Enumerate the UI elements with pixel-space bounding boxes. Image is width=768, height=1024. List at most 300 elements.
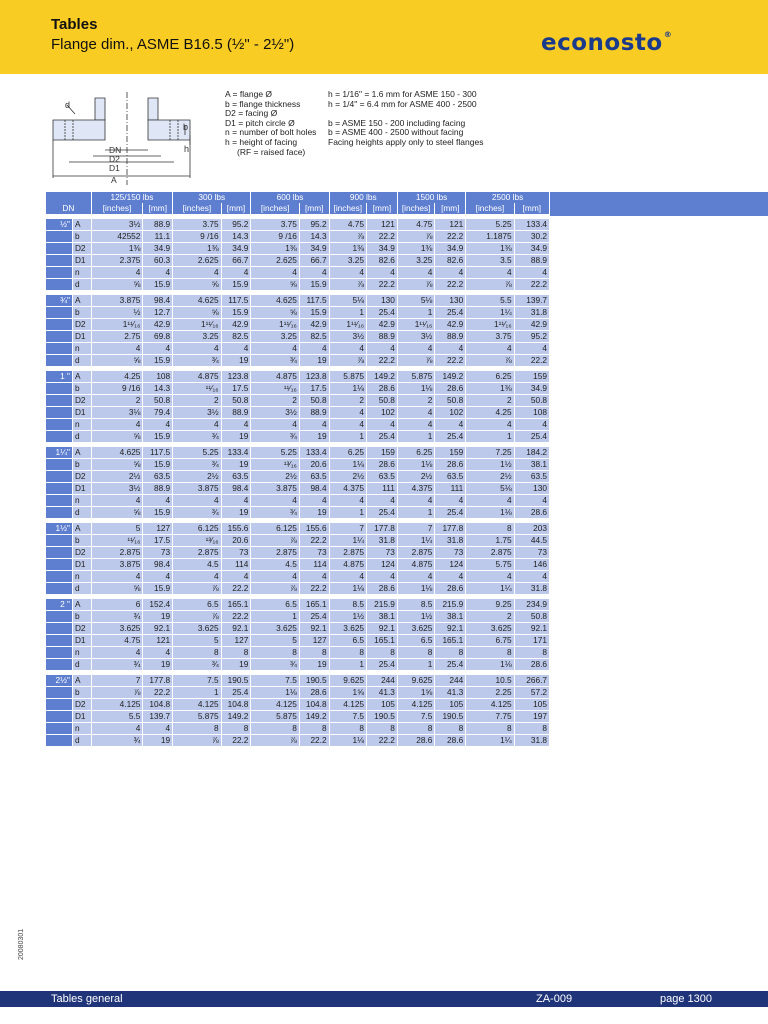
value-cell: 102 <box>367 407 398 419</box>
value-cell: 2.375 <box>91 255 143 267</box>
value-cell: 215.9 <box>435 599 466 611</box>
value-cell: 8 <box>329 647 366 659</box>
value-cell: 38.1 <box>367 611 398 623</box>
dn-size-cell <box>46 687 72 699</box>
dimension-label-cell: n <box>72 343 91 355</box>
value-cell: 95.2 <box>299 219 329 231</box>
value-cell: ⅞ <box>173 735 221 747</box>
value-cell: 3.625 <box>329 623 366 635</box>
value-cell: 4 <box>299 267 329 279</box>
value-cell: 1⅜ <box>397 243 434 255</box>
value-cell: 19 <box>143 735 173 747</box>
value-cell: 9.625 <box>397 675 434 687</box>
table-row <box>46 699 550 711</box>
value-cell: 121 <box>367 219 398 231</box>
value-cell: 25.4 <box>367 659 398 671</box>
header-corner-cell <box>46 192 91 203</box>
value-cell: 19 <box>221 459 251 471</box>
value-cell: 9 /16 <box>91 383 143 395</box>
value-cell: 124 <box>367 559 398 571</box>
value-cell: 1 <box>173 687 221 699</box>
value-cell: ¾ <box>251 355 299 367</box>
value-cell: 4 <box>173 495 221 507</box>
dn-size-cell <box>46 623 72 635</box>
value-cell: 234.9 <box>514 599 549 611</box>
table-row <box>46 219 550 231</box>
value-cell: 92.1 <box>299 623 329 635</box>
value-cell: 73 <box>143 547 173 559</box>
value-cell: 1⅜ <box>251 243 299 255</box>
value-cell: 149.2 <box>367 371 398 383</box>
value-cell: 105 <box>435 699 466 711</box>
pressure-class-header: 125/150 lbs <box>91 192 173 203</box>
table-row <box>46 383 550 395</box>
value-cell: 124 <box>435 559 466 571</box>
value-cell: 28.6 <box>367 383 398 395</box>
value-cell: 4.875 <box>397 559 434 571</box>
table-row <box>46 623 550 635</box>
value-cell: 8 <box>397 647 434 659</box>
value-cell: 4 <box>251 571 299 583</box>
value-cell: 1½ <box>466 459 514 471</box>
flange-dimension-table <box>46 192 550 747</box>
dn-size-cell <box>46 471 72 483</box>
value-cell: 4 <box>299 495 329 507</box>
econosto-logo <box>541 30 672 56</box>
value-cell: 15.9 <box>143 355 173 367</box>
unit-header-inches: [inches] <box>251 203 299 215</box>
value-cell: 244 <box>367 675 398 687</box>
value-cell: 8 <box>221 647 251 659</box>
value-cell: 5 <box>91 523 143 535</box>
value-cell: 4 <box>397 571 434 583</box>
table-row <box>46 319 550 331</box>
value-cell: 22.2 <box>299 583 329 595</box>
value-cell: 5.875 <box>329 371 366 383</box>
value-cell: 63.5 <box>143 471 173 483</box>
value-cell: 1½ <box>329 611 366 623</box>
value-cell: 22.2 <box>367 735 398 747</box>
logo-text: econosto <box>541 30 663 56</box>
value-cell: 88.9 <box>143 219 173 231</box>
value-cell: 28.6 <box>435 459 466 471</box>
dimension-label-cell: A <box>72 675 91 687</box>
value-cell: 28.6 <box>435 383 466 395</box>
value-cell: ⅞ <box>251 583 299 595</box>
unit-header-inches: [inches] <box>173 203 221 215</box>
table-row <box>46 599 550 611</box>
value-cell: 3.625 <box>173 623 221 635</box>
value-cell: 92.1 <box>367 623 398 635</box>
value-cell: ⅞ <box>397 279 434 291</box>
dn-size-cell <box>46 699 72 711</box>
footer-section: Tables general <box>51 993 123 1005</box>
value-cell: 1½ <box>397 611 434 623</box>
value-cell: 25.4 <box>435 431 466 443</box>
value-cell: 6.75 <box>466 635 514 647</box>
value-cell: 25.4 <box>435 659 466 671</box>
dimension-label-cell: D1 <box>72 331 91 343</box>
value-cell: ⅞ <box>329 279 366 291</box>
value-cell: 7.75 <box>466 711 514 723</box>
diagram-label-dn: DN <box>109 145 122 155</box>
value-cell: 5.875 <box>397 371 434 383</box>
value-cell: 1⅜ <box>466 243 514 255</box>
value-cell: 3.875 <box>91 295 143 307</box>
value-cell: ¾ <box>91 611 143 623</box>
value-cell: 152.4 <box>143 599 173 611</box>
value-cell: ¾ <box>173 659 221 671</box>
value-cell: 95.2 <box>221 219 251 231</box>
value-cell: 4 <box>221 267 251 279</box>
dn-size-cell <box>46 583 72 595</box>
value-cell: 38.1 <box>435 611 466 623</box>
value-cell: 5 <box>251 635 299 647</box>
dimension-label-cell: A <box>72 219 91 231</box>
value-cell: 4 <box>367 419 398 431</box>
value-cell: 197 <box>514 711 549 723</box>
value-cell: 4 <box>435 571 466 583</box>
value-cell: 15.9 <box>143 431 173 443</box>
value-cell: 22.2 <box>367 231 398 243</box>
value-cell: 2½ <box>251 471 299 483</box>
value-cell: 1.75 <box>466 535 514 547</box>
value-cell: 4 <box>143 419 173 431</box>
dn-size-cell <box>46 547 72 559</box>
dn-size-cell <box>46 319 72 331</box>
value-cell: ⅞ <box>329 231 366 243</box>
dn-size-cell <box>46 647 72 659</box>
document-date-code: 20080301 <box>18 928 25 960</box>
value-cell: 38.1 <box>514 459 549 471</box>
dimension-label-cell: n <box>72 723 91 735</box>
value-cell: ¾ <box>173 507 221 519</box>
diagram-label-d: d <box>65 100 71 110</box>
value-cell: 3½ <box>91 483 143 495</box>
header-band-extension <box>550 192 768 216</box>
value-cell: 1.1875 <box>466 231 514 243</box>
legend-item: n = number of bolt holes <box>225 127 317 138</box>
value-cell: 4 <box>514 571 549 583</box>
value-cell: 165.1 <box>435 635 466 647</box>
value-cell: 63.5 <box>435 471 466 483</box>
unit-header-mm: [mm] <box>221 203 251 215</box>
dn-size-cell: ¾" <box>46 295 72 307</box>
value-cell: 4 <box>435 343 466 355</box>
legend-note: Facing heights apply only to steel flanges <box>328 136 484 147</box>
dn-size-cell <box>46 735 72 747</box>
value-cell: 1 <box>397 507 434 519</box>
dn-size-cell: 2½" <box>46 675 72 687</box>
dimension-label-cell: d <box>72 355 91 367</box>
value-cell: 28.6 <box>397 735 434 747</box>
value-cell: 1⅝ <box>329 687 366 699</box>
value-cell: ¾ <box>173 459 221 471</box>
value-cell: 127 <box>143 523 173 535</box>
value-cell: 19 <box>221 431 251 443</box>
pressure-class-header: 2500 lbs <box>466 192 550 203</box>
value-cell: 8 <box>251 647 299 659</box>
table-row <box>46 419 550 431</box>
value-cell: 5 <box>173 635 221 647</box>
value-cell: 1⅛ <box>397 383 434 395</box>
unit-header-inches: [inches] <box>466 203 514 215</box>
value-cell: 4 <box>514 343 549 355</box>
value-cell: 1¼ <box>329 535 366 547</box>
legend-item: A = flange Ø <box>225 89 273 99</box>
logo-registered-mark: ® <box>663 30 673 39</box>
value-cell: ½ <box>91 307 143 319</box>
value-cell: 5.25 <box>173 447 221 459</box>
value-cell: 3.25 <box>251 331 299 343</box>
value-cell: 4 <box>397 419 434 431</box>
value-cell: 8 <box>466 647 514 659</box>
value-cell: 2½ <box>397 471 434 483</box>
value-cell: 14.3 <box>221 231 251 243</box>
value-cell: 165.1 <box>299 599 329 611</box>
dimension-label-cell: D1 <box>72 255 91 267</box>
value-cell: 4 <box>367 495 398 507</box>
dn-size-cell <box>46 495 72 507</box>
value-cell: 1¹¹⁄₁₆ <box>251 319 299 331</box>
value-cell: 5.75 <box>466 559 514 571</box>
table-row <box>46 343 550 355</box>
footer-code: ZA-009 <box>536 993 573 1005</box>
dimension-label-cell: D1 <box>72 559 91 571</box>
value-cell: 6.25 <box>466 371 514 383</box>
value-cell: 8 <box>466 523 514 535</box>
value-cell: 98.4 <box>299 483 329 495</box>
value-cell: 6.25 <box>397 447 434 459</box>
value-cell: 1 <box>397 307 434 319</box>
value-cell: 4 <box>397 407 434 419</box>
value-cell: 4 <box>435 495 466 507</box>
value-cell: 66.7 <box>299 255 329 267</box>
table-row <box>46 687 550 699</box>
unit-header-mm: [mm] <box>143 203 173 215</box>
value-cell: 159 <box>367 447 398 459</box>
table-row <box>46 459 550 471</box>
value-cell: 5.25 <box>466 219 514 231</box>
value-cell: ⅞ <box>466 279 514 291</box>
value-cell: 130 <box>514 483 549 495</box>
value-cell: 19 <box>221 355 251 367</box>
value-cell: 28.6 <box>435 583 466 595</box>
value-cell: ⅝ <box>91 507 143 519</box>
value-cell: 1⅜ <box>466 383 514 395</box>
value-cell: 1⅛ <box>397 459 434 471</box>
value-cell: 30.2 <box>514 231 549 243</box>
value-cell: 4 <box>221 343 251 355</box>
value-cell: 3.625 <box>251 623 299 635</box>
value-cell: 6.5 <box>173 599 221 611</box>
value-cell: 7 <box>397 523 434 535</box>
value-cell: 25.4 <box>367 431 398 443</box>
dn-size-cell <box>46 243 72 255</box>
dn-size-cell <box>46 395 72 407</box>
value-cell: ⅞ <box>397 231 434 243</box>
value-cell: 4 <box>367 343 398 355</box>
value-cell: 127 <box>221 635 251 647</box>
value-cell: 3½ <box>329 331 366 343</box>
value-cell: 159 <box>514 371 549 383</box>
value-cell: 108 <box>514 407 549 419</box>
value-cell: ⅝ <box>91 459 143 471</box>
value-cell: 8 <box>367 647 398 659</box>
value-cell: 4 <box>91 343 143 355</box>
value-cell: ⅝ <box>173 307 221 319</box>
value-cell: 2 <box>91 395 143 407</box>
value-cell: 1⅛ <box>329 735 366 747</box>
unit-header-mm: [mm] <box>299 203 329 215</box>
value-cell: 28.6 <box>367 459 398 471</box>
value-cell: 8 <box>173 723 221 735</box>
value-cell: 31.8 <box>514 583 549 595</box>
value-cell: 4 <box>329 419 366 431</box>
value-cell: 1 <box>466 431 514 443</box>
value-cell: 92.1 <box>143 623 173 635</box>
value-cell: 171 <box>514 635 549 647</box>
value-cell: 4 <box>466 419 514 431</box>
table-row <box>46 407 550 419</box>
value-cell: 4.25 <box>466 407 514 419</box>
value-cell: 19 <box>299 507 329 519</box>
value-cell: 50.8 <box>367 395 398 407</box>
value-cell: ¹³⁄₁₆ <box>173 535 221 547</box>
value-cell: 1 <box>329 307 366 319</box>
dn-size-cell: 1 " <box>46 371 72 383</box>
unit-header-inches: [inches] <box>329 203 366 215</box>
value-cell: 28.6 <box>514 507 549 519</box>
value-cell: 31.8 <box>435 535 466 547</box>
dn-size-cell <box>46 419 72 431</box>
value-cell: 42.9 <box>299 319 329 331</box>
unit-header-inches: [inches] <box>91 203 143 215</box>
dimension-label-cell: D2 <box>72 395 91 407</box>
value-cell: 63.5 <box>299 471 329 483</box>
value-cell: 1 <box>397 431 434 443</box>
dn-size-cell <box>46 343 72 355</box>
unit-header-inches: [inches] <box>397 203 434 215</box>
value-cell: 4.375 <box>329 483 366 495</box>
value-cell: 34.9 <box>435 243 466 255</box>
value-cell: 10.5 <box>466 675 514 687</box>
table-row <box>46 583 550 595</box>
dn-size-cell <box>46 307 72 319</box>
value-cell: 34.9 <box>143 243 173 255</box>
value-cell: 6.5 <box>329 635 366 647</box>
dimension-label-cell: D2 <box>72 699 91 711</box>
value-cell: 1¼ <box>466 735 514 747</box>
diagram-label-b: b <box>183 122 189 132</box>
unit-header-mm: [mm] <box>435 203 466 215</box>
value-cell: 121 <box>435 219 466 231</box>
value-cell: 7.5 <box>329 711 366 723</box>
value-cell: 28.6 <box>514 659 549 671</box>
value-cell: 20.6 <box>221 535 251 547</box>
value-cell: ⅝ <box>91 583 143 595</box>
value-cell: 123.8 <box>221 371 251 383</box>
value-cell: 165.1 <box>367 635 398 647</box>
dn-size-cell <box>46 611 72 623</box>
value-cell: 19 <box>299 431 329 443</box>
value-cell: 4 <box>397 267 434 279</box>
value-cell: 19 <box>299 659 329 671</box>
page-subtitle: Flange dim., ASME B16.5 (½" - 2½") <box>51 36 295 53</box>
value-cell: 4.375 <box>397 483 434 495</box>
value-cell: 1⅜ <box>91 243 143 255</box>
value-cell: 3.75 <box>251 219 299 231</box>
value-cell: 22.2 <box>435 279 466 291</box>
dimension-label-cell: D1 <box>72 407 91 419</box>
value-cell: 42.9 <box>143 319 173 331</box>
value-cell: 139.7 <box>143 711 173 723</box>
value-cell: 4 <box>397 343 434 355</box>
diagram-label-a: A <box>111 175 117 185</box>
value-cell: 2 <box>466 611 514 623</box>
value-cell: 4 <box>329 407 366 419</box>
value-cell: 1⅛ <box>251 687 299 699</box>
value-cell: 2.875 <box>173 547 221 559</box>
value-cell: 3.625 <box>91 623 143 635</box>
value-cell: 4 <box>367 267 398 279</box>
table-row <box>46 735 550 747</box>
value-cell: 82.6 <box>367 255 398 267</box>
dimension-label-cell: b <box>72 383 91 395</box>
value-cell: 1¹¹⁄₁₆ <box>397 319 434 331</box>
value-cell: 11.1 <box>143 231 173 243</box>
value-cell: 1⅝ <box>397 687 434 699</box>
value-cell: 4 <box>329 571 366 583</box>
dimension-label-cell: b <box>72 611 91 623</box>
unit-header-mm: [mm] <box>367 203 398 215</box>
value-cell: 22.2 <box>435 355 466 367</box>
value-cell: 121 <box>143 635 173 647</box>
value-cell: 4 <box>435 267 466 279</box>
value-cell: 25.4 <box>514 431 549 443</box>
dimension-label-cell: D2 <box>72 319 91 331</box>
value-cell: 25.4 <box>221 687 251 699</box>
value-cell: 2.75 <box>91 331 143 343</box>
dimension-label-cell: D2 <box>72 471 91 483</box>
dimension-label-cell: n <box>72 495 91 507</box>
value-cell: 266.7 <box>514 675 549 687</box>
value-cell: ¾ <box>91 735 143 747</box>
value-cell: ⅝ <box>173 279 221 291</box>
value-cell: 104.8 <box>221 699 251 711</box>
value-cell: 98.4 <box>143 295 173 307</box>
dimension-label-cell: b <box>72 231 91 243</box>
value-cell: 4 <box>435 419 466 431</box>
value-cell: 22.2 <box>143 687 173 699</box>
table-row <box>46 647 550 659</box>
value-cell: 4.5 <box>173 559 221 571</box>
table-row <box>46 255 550 267</box>
value-cell: 215.9 <box>367 599 398 611</box>
dn-size-cell <box>46 355 72 367</box>
value-cell: 1 <box>251 611 299 623</box>
value-cell: 73 <box>514 547 549 559</box>
value-cell: 4 <box>143 343 173 355</box>
value-cell: 22.2 <box>367 355 398 367</box>
value-cell: 88.9 <box>221 407 251 419</box>
value-cell: 203 <box>514 523 549 535</box>
legend-note: h = 1/4" = 6.4 mm for ASME 400 - 2500 <box>328 98 477 109</box>
dn-size-cell <box>46 635 72 647</box>
value-cell: ¹³⁄₁₆ <box>251 459 299 471</box>
dimension-label-cell: b <box>72 535 91 547</box>
value-cell: 3.25 <box>329 255 366 267</box>
